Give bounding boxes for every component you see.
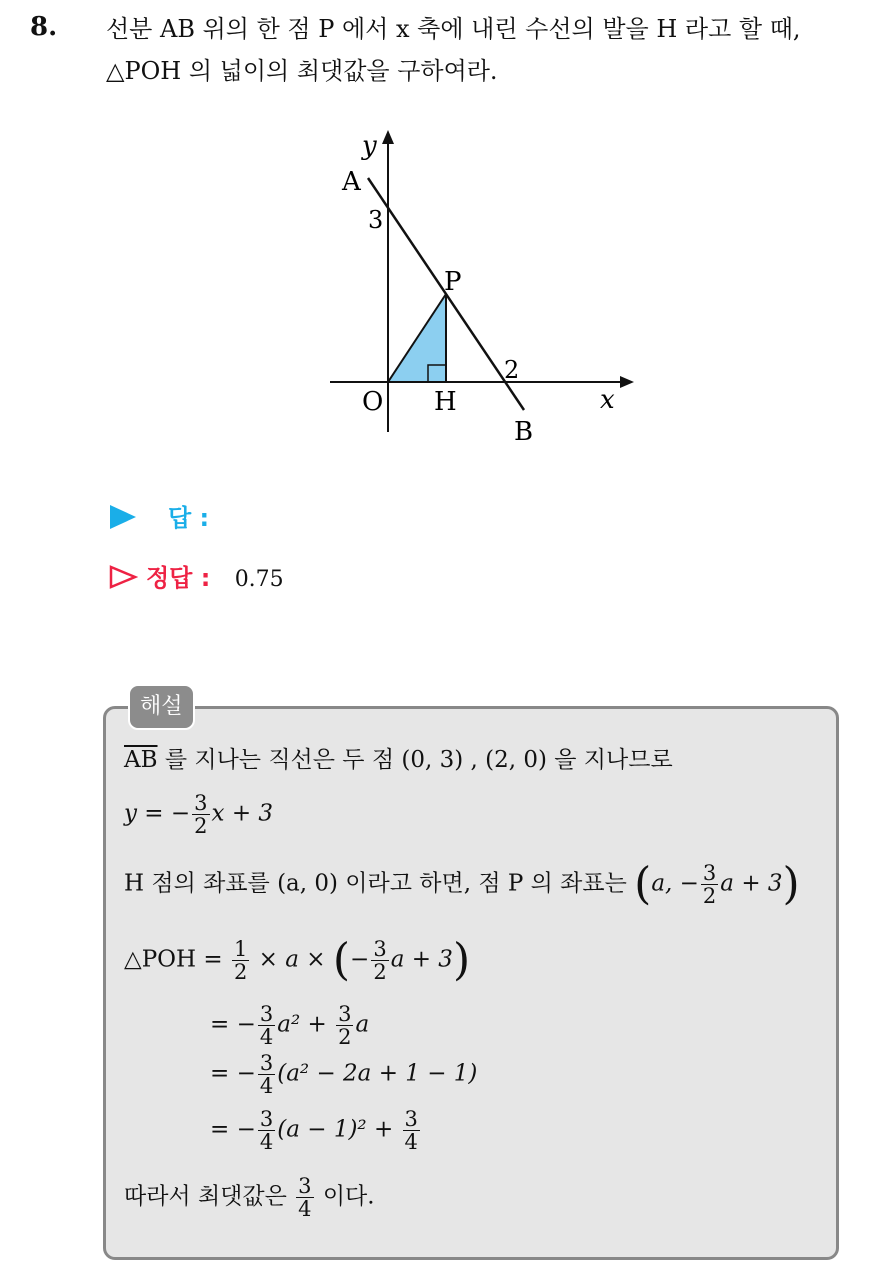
label-b: B	[514, 417, 534, 447]
label-o: O	[362, 387, 384, 417]
correct-answer-label: 정답 :	[146, 564, 211, 592]
label-p: P	[444, 267, 462, 297]
solution-eq-line: y = − $\frac{3}{2}$ x + 3	[124, 791, 274, 838]
label-a: A	[342, 167, 361, 197]
solution-h-line: H 점의 좌표를 (a, 0) 이라고 하면, 점 P 의 좌표는 (a, − $\frac{3}{2}$ a + 3)	[124, 858, 800, 910]
label-2: 2	[504, 356, 520, 384]
label-3: 3	[368, 206, 384, 234]
label-y: y	[362, 131, 377, 161]
solution-conclusion: 따라서 최댓값은 $\frac{3}{4}$ 이다.	[124, 1174, 375, 1221]
solution-area-line: △POH = $\frac{1}{2}$ × a × (− $\frac{3}{2}$ a + 3)	[124, 934, 471, 986]
question-text-line2: △POH 의 넓이의 최댓값을 구하여라.	[106, 57, 498, 85]
play-outline-icon	[108, 565, 138, 589]
label-x: x	[600, 385, 615, 415]
x-axis-arrow	[620, 376, 634, 388]
question-text-line1: 선분 AB 위의 한 점 P 에서 x 축에 내린 수선의 발을 H 라고 할 때,	[106, 15, 801, 43]
answer-row	[108, 498, 209, 533]
solution-tag: 해설	[128, 684, 195, 730]
segment-ab-overline: $\overline{AB}$	[124, 747, 158, 773]
play-filled-icon	[108, 505, 138, 529]
solution-line1	[124, 744, 673, 776]
solution-step3: = − $\frac{3}{4}$ (a² − 2a + 1 − 1)	[210, 1051, 478, 1098]
solution-step2: = − $\frac{3}{4}$ a² + $\frac{3}{2}$ a	[210, 1002, 370, 1049]
coordinate-graph	[320, 122, 650, 452]
question-number: 8.	[30, 12, 58, 42]
correct-answer-value: 0.75	[234, 567, 284, 592]
y-axis-arrow	[382, 130, 394, 144]
answer-label: 답 :	[168, 504, 210, 532]
solution-line1-text: 를 지나는 직선은 두 점 (0, 3) , (2, 0) 을 지나므로	[157, 747, 673, 773]
solution-step4: = − $\frac{3}{4}$ (a − 1)² + $\frac{3}{4}$	[210, 1107, 418, 1154]
label-h: H	[434, 387, 457, 417]
correct-answer-row	[108, 558, 284, 593]
